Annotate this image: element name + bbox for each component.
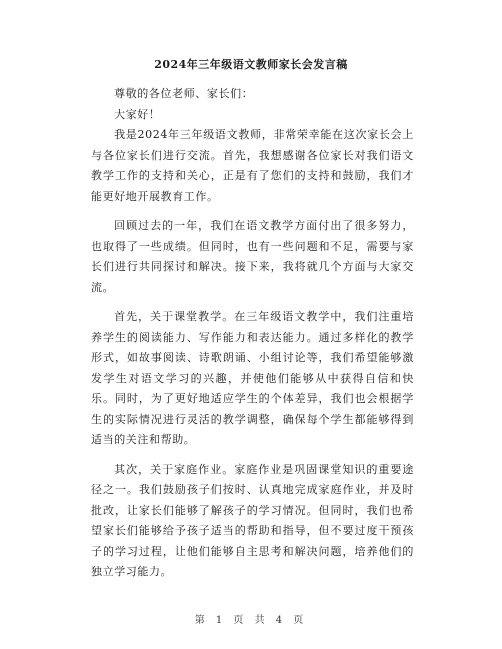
page-number-footer: 第 1 页 共 4 页 bbox=[194, 615, 308, 626]
paragraph-classroom-teaching: 首先，关于课堂教学。在三年级语文教学中，我们注重培养学生的阅读能力、写作能力和表达能力。通过多样化的教学形式，如故事阅读、诗歌朗诵、小组讨论等，我们希望能够激发学生对语文学习的兴趣，并使他们能够从中获得自信和快乐。同时，为了更好地适应学生的个体差异，我们也会根据学生的实际情况进行灵活的教学调整，确保每个学生都能够得到适当的关注和帮助。 bbox=[91, 310, 414, 446]
paragraph-homework: 其次，关于家庭作业。家庭作业是巩固课堂知识的重要途径之一。我们鼓励孩子们按时、认真地完成家庭作业，并及时批改，让家长们能够了解孩子的学习情况。但同时，我们也希望家长们能够给予孩子适当的帮助和指导，但不要过度干预孩子的学习过程，让他们能够自主思考和解决问题，培养他们的独立学习能力。 bbox=[91, 462, 414, 578]
salutation: 尊敬的各位老师、家长们： bbox=[114, 87, 254, 100]
greeting: 大家好！ bbox=[114, 107, 161, 121]
paragraph-introduction: 我是2024年三年级语文教师，非常荣幸能在这次家长会上与各位家长们进行交流。首先，我想感谢各位家长对我们语文教学工作的支持和关心，正是有了您们的支持和鼓励，我们才能更好地开展教育工作。 bbox=[91, 128, 414, 203]
paragraph-review: 回顾过去的一年，我们在语文教学方面付出了很多努力，也取得了一些成绩。但同时，也有一些问题和不足，需要与家长们进行共同探讨和解决。接下来，我将就几个方面与大家交流。 bbox=[91, 219, 414, 294]
document-title: 2024年三年级语文教师家长会发言稿 bbox=[154, 58, 348, 71]
document-body bbox=[91, 84, 414, 583]
